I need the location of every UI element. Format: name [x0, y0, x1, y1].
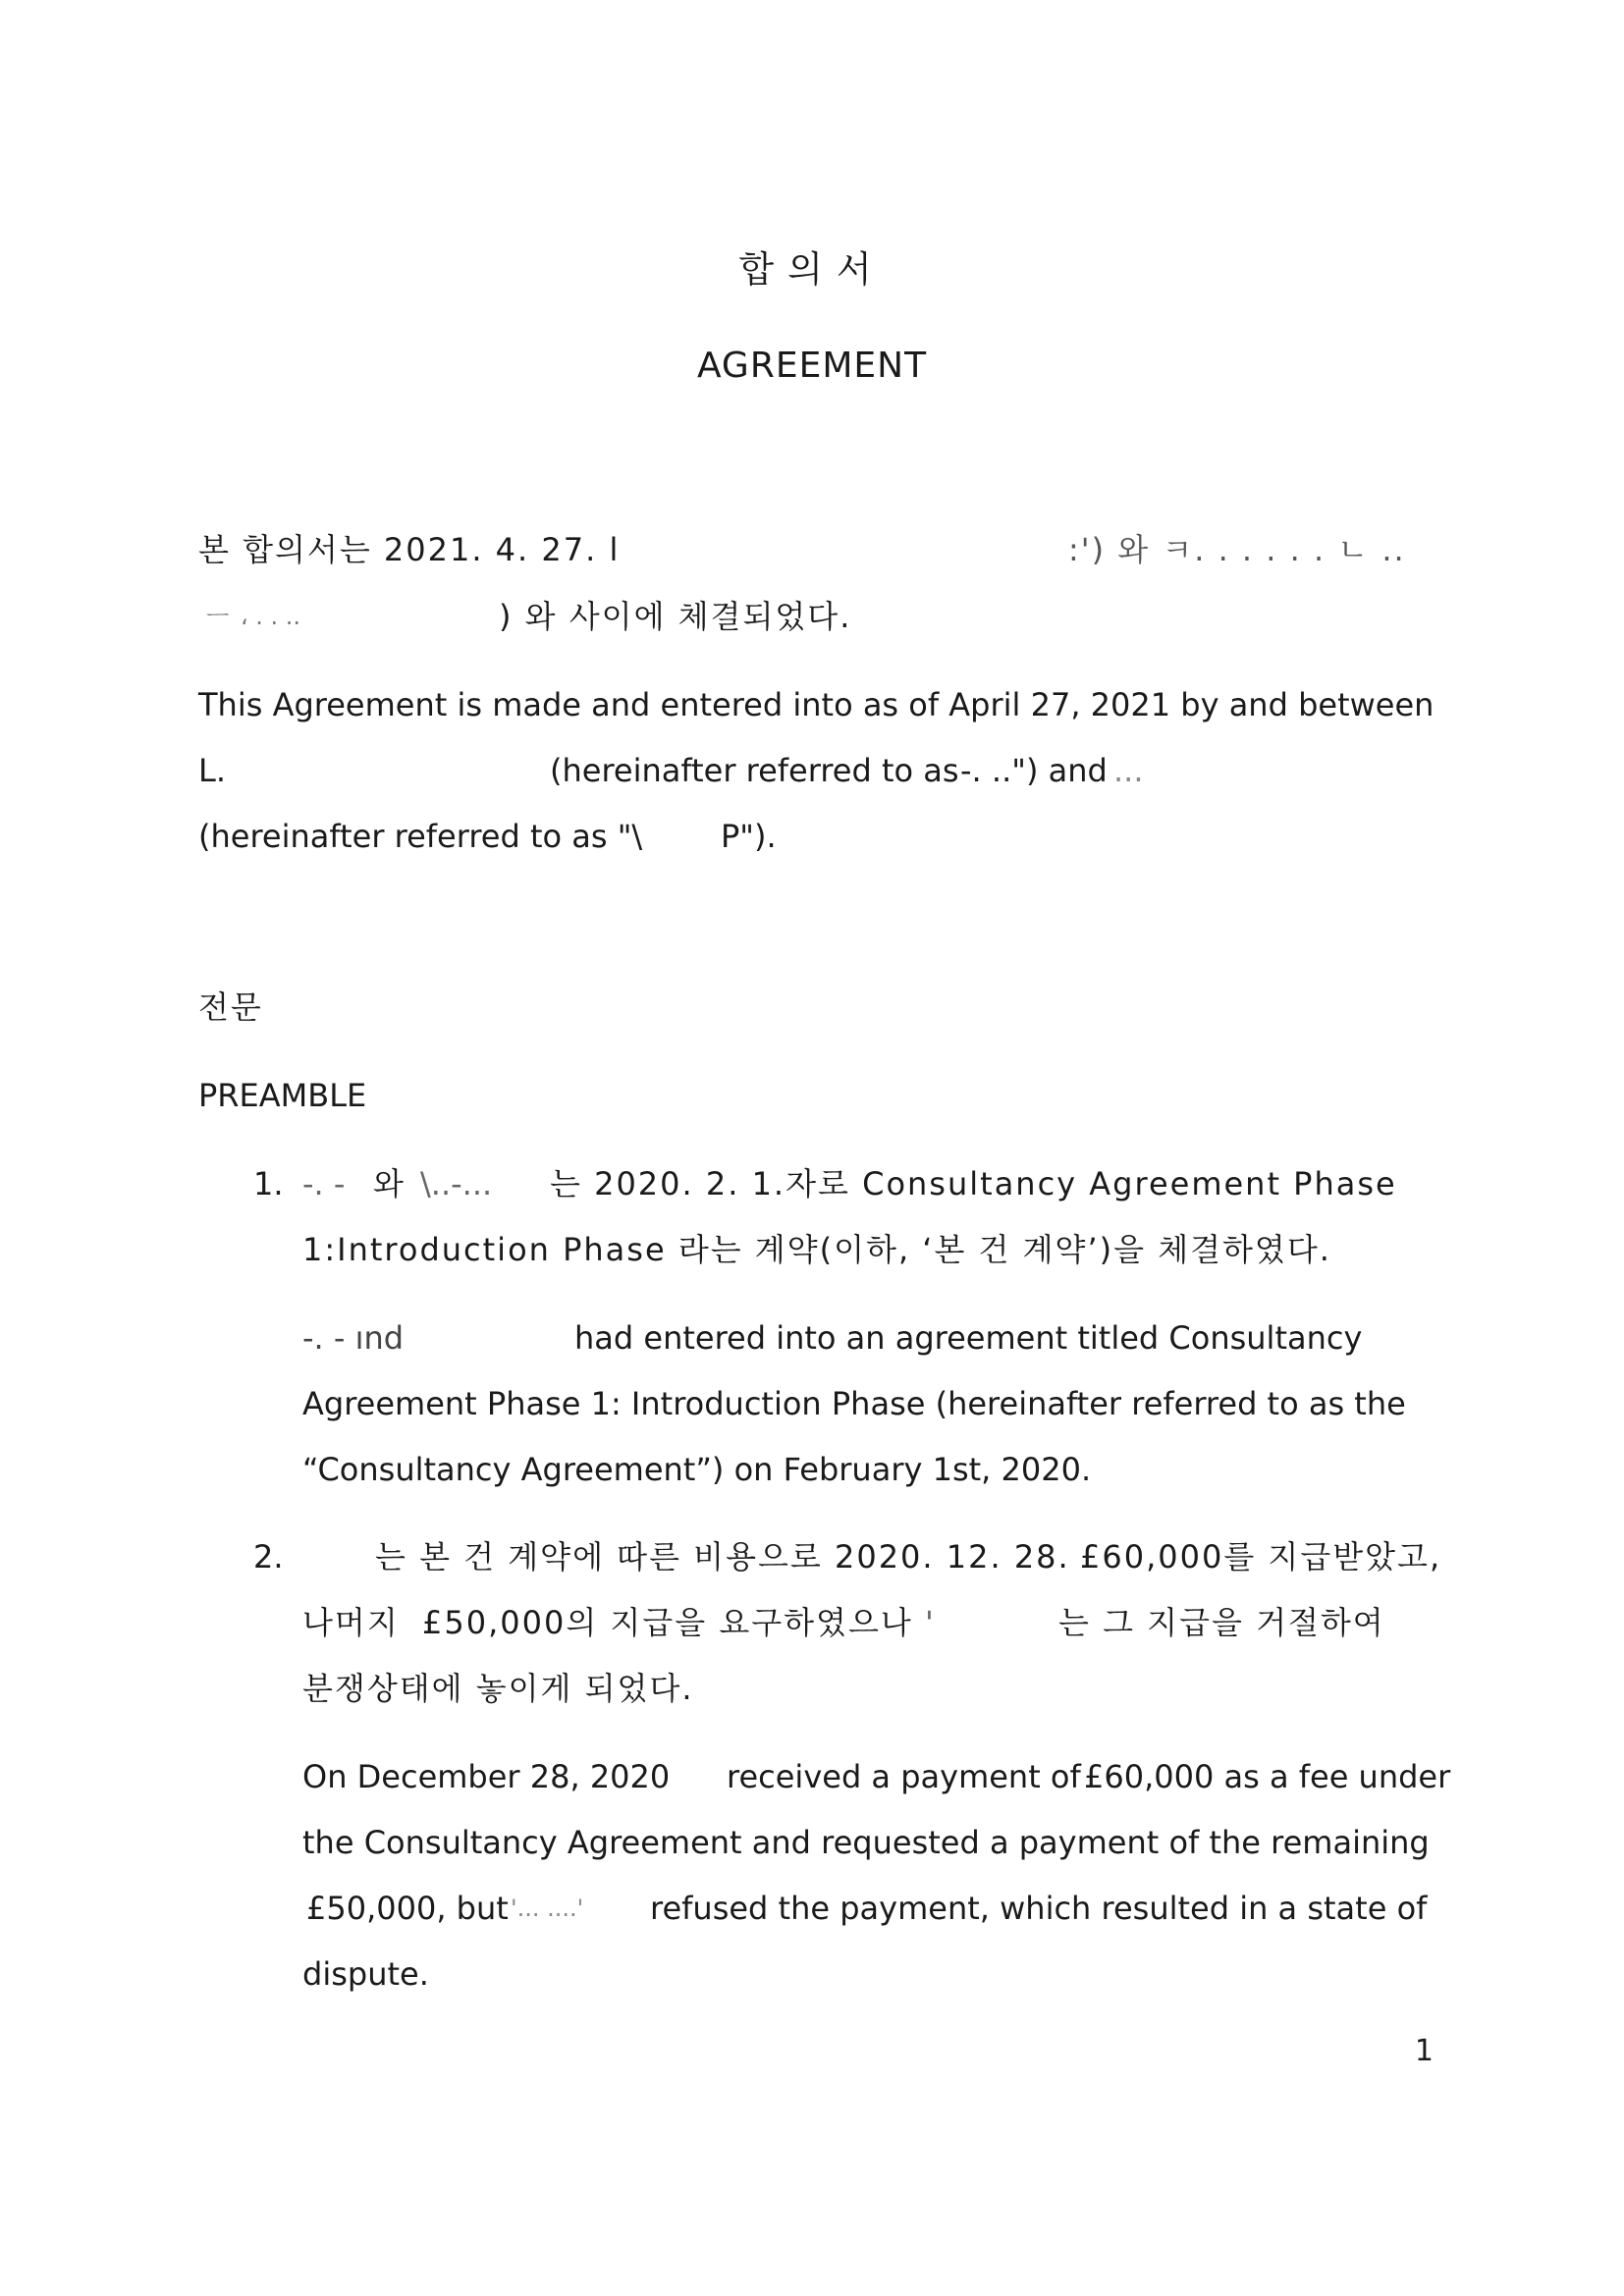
item1-korean-line1-a: -. -	[302, 1165, 346, 1202]
intro-korean-line2-end: ) 와 사이에 체결되었다.	[499, 598, 852, 635]
item2-english-line2: the Consultancy Agreement and requested a payment of the remaining	[302, 1824, 1430, 1861]
item-number: 2.	[253, 1538, 284, 1575]
intro-english-line2-d: ...	[1113, 752, 1144, 789]
item2-english-line1-b: received a payment of	[727, 1758, 1081, 1795]
item2-korean-line2-a: 나머지	[302, 1604, 400, 1641]
intro-english-line2-a: L.	[198, 752, 226, 789]
item2-korean-line1-b: £60,000를 지급받았고,	[1080, 1538, 1442, 1575]
item1-english-line1-a: -. - ınd	[302, 1319, 405, 1357]
item1-korean-line2: 1:Introduction Phase 라는 계약(이하, ‘본 건 계약’)을 체결하였다.	[302, 1231, 1331, 1268]
item1-english-line3: “Consultancy Agreement”) on February 1st, 2020.	[302, 1451, 1092, 1488]
item2-korean-line1-a: 는 본 건 계약에 따른 비용으로 2020. 12. 28.	[375, 1538, 1070, 1575]
item2-english-line3-a: £50,000, but	[306, 1890, 509, 1927]
intro-english-line1: This Agreement is made and entered into as of April 27, 2021 by and between	[198, 686, 1435, 723]
preamble-heading-korean: 전문	[198, 988, 263, 1026]
item2-english-line1-c: £60,000 as a fee under	[1084, 1758, 1451, 1795]
item2-korean-line2-d: 는 그 지급을 거절하여	[1058, 1604, 1385, 1641]
title-korean: 합의서	[738, 248, 886, 291]
item2-korean-line3: 분쟁상태에 놓이게 되었다.	[302, 1670, 694, 1707]
intro-english-line2-b: (hereinafter referred to as	[550, 752, 959, 789]
intro-english-line2-c: -. ..") and	[960, 752, 1108, 789]
item1-english-line2: Agreement Phase 1: Introduction Phase (hereinafter referred to as the	[302, 1385, 1406, 1422]
preamble-heading-english: PREAMBLE	[198, 1077, 367, 1114]
item2-english-line3-b: '... ....'	[511, 1895, 584, 1922]
intro-korean-line1-end: :') 와 ㅋ. . . . . . ㄴ ..	[1068, 531, 1406, 568]
item1-english-line1-b: had entered into an agreement titled Consultancy	[574, 1319, 1363, 1357]
item1-korean-line1-d: 는 2020. 2. 1.자로 Consultancy Agreement Phase	[550, 1165, 1397, 1202]
intro-korean-line2-redacted: ㅡ ، . . ..	[206, 603, 300, 630]
item2-english-line4: dispute.	[302, 1955, 429, 1993]
item-number: 1.	[253, 1165, 284, 1202]
item1-korean-line1-b: 와	[373, 1165, 406, 1202]
item2-korean-line2-c: '	[925, 1604, 934, 1641]
intro-english-line3-b: P").	[721, 818, 777, 855]
page-number: 1	[1414, 2034, 1434, 2068]
item2-english-line1-a: On December 28, 2020	[302, 1758, 671, 1795]
intro-korean-line1-start: 본 합의서는 2021. 4. 27. l	[198, 531, 621, 568]
item2-korean-line2-b: £50,000의 지급을 요구하였으나	[422, 1604, 913, 1641]
item2-english-line3-c: refused the payment, which resulted in a state of	[650, 1890, 1428, 1927]
item1-korean-line1-c: \..-...	[420, 1165, 493, 1202]
intro-english-line3-a: (hereinafter referred to as "\	[198, 818, 643, 855]
title-english: AGREEMENT	[696, 346, 928, 386]
